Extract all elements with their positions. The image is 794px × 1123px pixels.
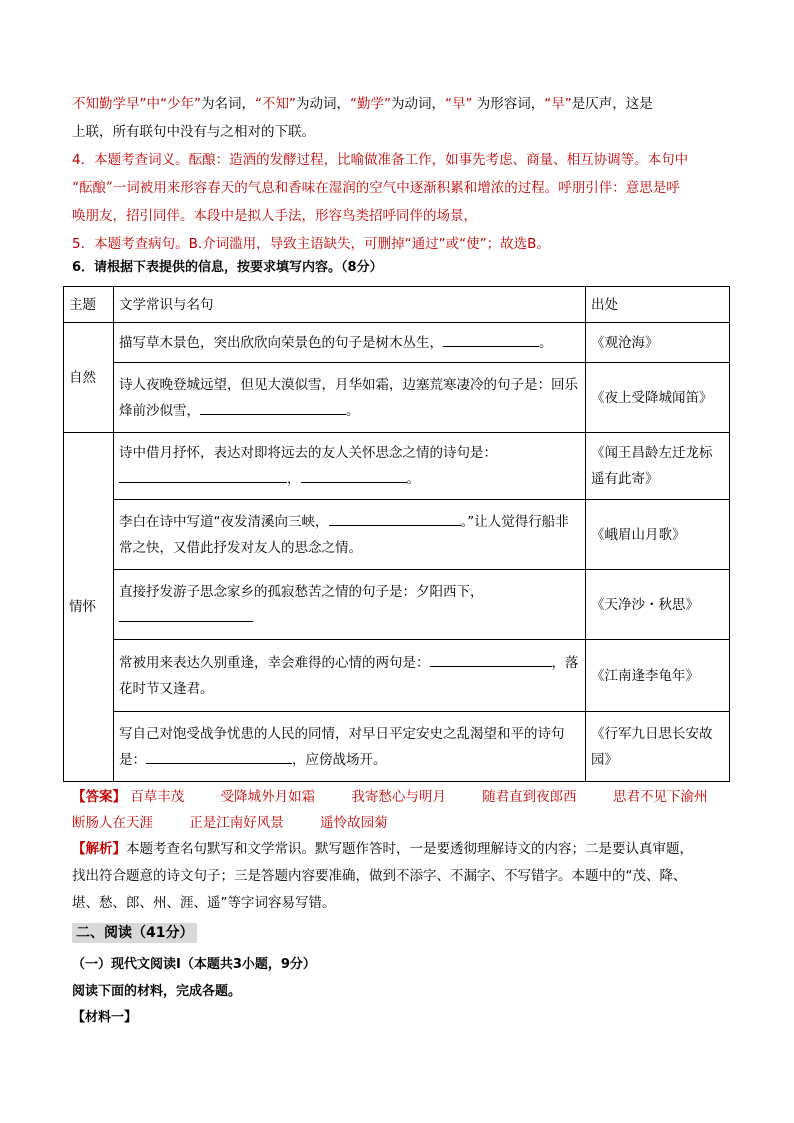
- section-heading: 二、阅读（41分）: [72, 923, 197, 943]
- source-cell: 《夜上受降城闻笛》: [586, 363, 730, 433]
- cell-text: 。: [346, 402, 360, 419]
- table-row: [64, 433, 730, 500]
- theme-cell-emotion: 情怀: [64, 433, 114, 782]
- text-run: “勤学”: [350, 96, 391, 112]
- table-row: [64, 640, 730, 712]
- analysis-top: [72, 90, 724, 258]
- analysis-line-3: 4．本题考查词义。酝酿：造酒的发酵过程，比喻做准备工作，如事先考虑、商量、相互协调等。本句中: [72, 152, 689, 168]
- content-cell: [114, 363, 586, 433]
- source-cell: 《观沧海》: [586, 323, 730, 363]
- text-run: “早”: [445, 96, 473, 112]
- question-6-stem: 6．请根据下表提供的信息，按要求填写内容。（8分）: [72, 260, 383, 275]
- answer-item: 百草丰茂: [130, 789, 185, 805]
- source-cell: 《闻王昌龄左迁龙标遥有此寄》: [586, 433, 730, 500]
- text-run: “不知”: [255, 96, 296, 112]
- analysis-label: 【解析】: [72, 841, 126, 857]
- fill-blank[interactable]: [146, 747, 292, 764]
- content-cell: [114, 570, 586, 640]
- analysis-text: 本题考查名句默写和文学常识。默写题作答时，一是要透彻理解诗文的内容；二是要认真审题，: [126, 841, 693, 857]
- cell-text: 。”让人觉得行船非常之快，又借此抒发对友人的思念之情。: [119, 513, 569, 556]
- content-cell: [114, 323, 586, 363]
- question-6-table: [63, 286, 730, 782]
- reading-instruction: 阅读下面的材料，完成各题。: [72, 984, 242, 999]
- text-run: 为动词，: [296, 96, 350, 112]
- cell-text: ，: [287, 471, 301, 487]
- fill-blank[interactable]: [301, 466, 407, 483]
- text-run: 是仄声，这是: [571, 96, 653, 112]
- text-run: 为名词，: [201, 96, 255, 112]
- source-cell: 《江南逢李龟年》: [586, 640, 730, 712]
- fill-blank[interactable]: [119, 466, 287, 483]
- content-cell: [114, 500, 586, 570]
- cell-text: 。: [406, 471, 420, 487]
- content-cell: [114, 712, 586, 782]
- source-cell: 《峨眉山月歌》: [586, 500, 730, 570]
- text-run: 为动词，: [391, 96, 445, 112]
- fill-blank[interactable]: [119, 605, 253, 622]
- table-row: [64, 363, 730, 433]
- fill-blank[interactable]: [200, 398, 346, 415]
- answer-item: 受降城外月如霜: [220, 789, 316, 805]
- cell-text: 写自己对饱受战争忧患的人民的同情，对早日平定安史之乱渴望和平的诗句是：: [119, 725, 565, 768]
- cell-text: 李白在诗中写道“夜发清溪向三峡，: [119, 513, 329, 530]
- analysis-line-4: “酝酿”一词被用来形容春天的气息和香味在湿润的空气中逐渐积累和增浓的过程。呼朋引伴：意思是呼: [72, 180, 680, 196]
- fill-blank[interactable]: [430, 650, 552, 667]
- cell-text: ，落花时节又逢君。: [119, 654, 579, 697]
- answer-item: 正是江南好风景: [189, 815, 284, 831]
- cell-text: 诗中借月抒怀，表达对即将远去的友人关怀思念之情的诗句是：: [119, 445, 497, 461]
- header-content: 文学常识与名句: [114, 287, 586, 323]
- text-run: “少年”: [160, 96, 201, 112]
- fill-blank[interactable]: [443, 330, 539, 347]
- analysis-line: [72, 836, 732, 863]
- text-run: 不知勤学早”中: [72, 96, 160, 112]
- answer-item: 遥怜故园菊: [320, 815, 388, 831]
- fill-blank[interactable]: [329, 509, 461, 526]
- answer-item: 随君直到夜郎西: [482, 789, 577, 805]
- text-run: “早”: [544, 96, 572, 112]
- answer-block: [72, 784, 732, 836]
- answer-item: 断肠人在天涯: [72, 815, 153, 831]
- answer-item: 思君不见下渝州: [612, 789, 708, 805]
- header-source: 出处: [586, 287, 730, 323]
- analysis-line: 找出符合题意的诗文句子；三是答题内容要准确，做到不添字、不漏字、不写错字。本题中的“茂、降、: [72, 868, 687, 884]
- text-run: 为形容词，: [472, 96, 545, 112]
- analysis-line-2: 上联，所有联句中没有与之相对的下联。: [72, 124, 315, 140]
- header-theme: 主题: [64, 287, 114, 323]
- analysis-line-1: [72, 90, 724, 118]
- analysis-line-6: 5．本题考查病句。B.介词滥用，导致主语缺失，可删掉“通过”或“使”；故选B。: [72, 236, 550, 252]
- table-row: [64, 712, 730, 782]
- analysis-line-5: 唤朋友，招引同伴。本段中是拟人手法，形容鸟类招呼同伴的场景，: [72, 208, 477, 224]
- theme-cell-nature: 自然: [64, 323, 114, 433]
- content-cell: [114, 433, 586, 500]
- cell-text: 常被用来表达久别重逢，幸会难得的心情的两句是：: [119, 654, 430, 671]
- cell-text: 。: [539, 334, 553, 351]
- cell-text: 诗人夜晚登城远望，但见大漠似雪，月华如霜，边塞荒寒凄冷的句子是：回乐烽前沙似雪，: [119, 376, 578, 419]
- table-row: [64, 570, 730, 640]
- material-label: 【材料一】: [72, 1010, 138, 1025]
- cell-text: 直接抒发游子思念家乡的孤寂愁苦之情的句子是：夕阳西下，: [119, 583, 484, 600]
- answer-label: 【答案】: [72, 789, 126, 805]
- analysis-block: [72, 836, 732, 917]
- table-row: [64, 500, 730, 570]
- analysis-line: 堪、愁、郎、州、涯、遥”等字词容易写错。: [72, 895, 336, 911]
- table-row: [64, 323, 730, 363]
- source-cell: 《行军九日思长安故园》: [586, 712, 730, 782]
- cell-text: ，应傍战场开。: [292, 751, 387, 768]
- table-header-row: [64, 287, 730, 323]
- source-cell: 《天净沙・秋思》: [586, 570, 730, 640]
- answer-item: 我寄愁心与明月: [351, 789, 446, 805]
- subsection-heading: （一）现代文阅读Ⅰ（本题共3小题，9分）: [72, 957, 316, 972]
- content-cell: [114, 640, 586, 712]
- cell-text: 描写草木景色，突出欣欣向荣景色的句子是树木丛生，: [119, 334, 443, 351]
